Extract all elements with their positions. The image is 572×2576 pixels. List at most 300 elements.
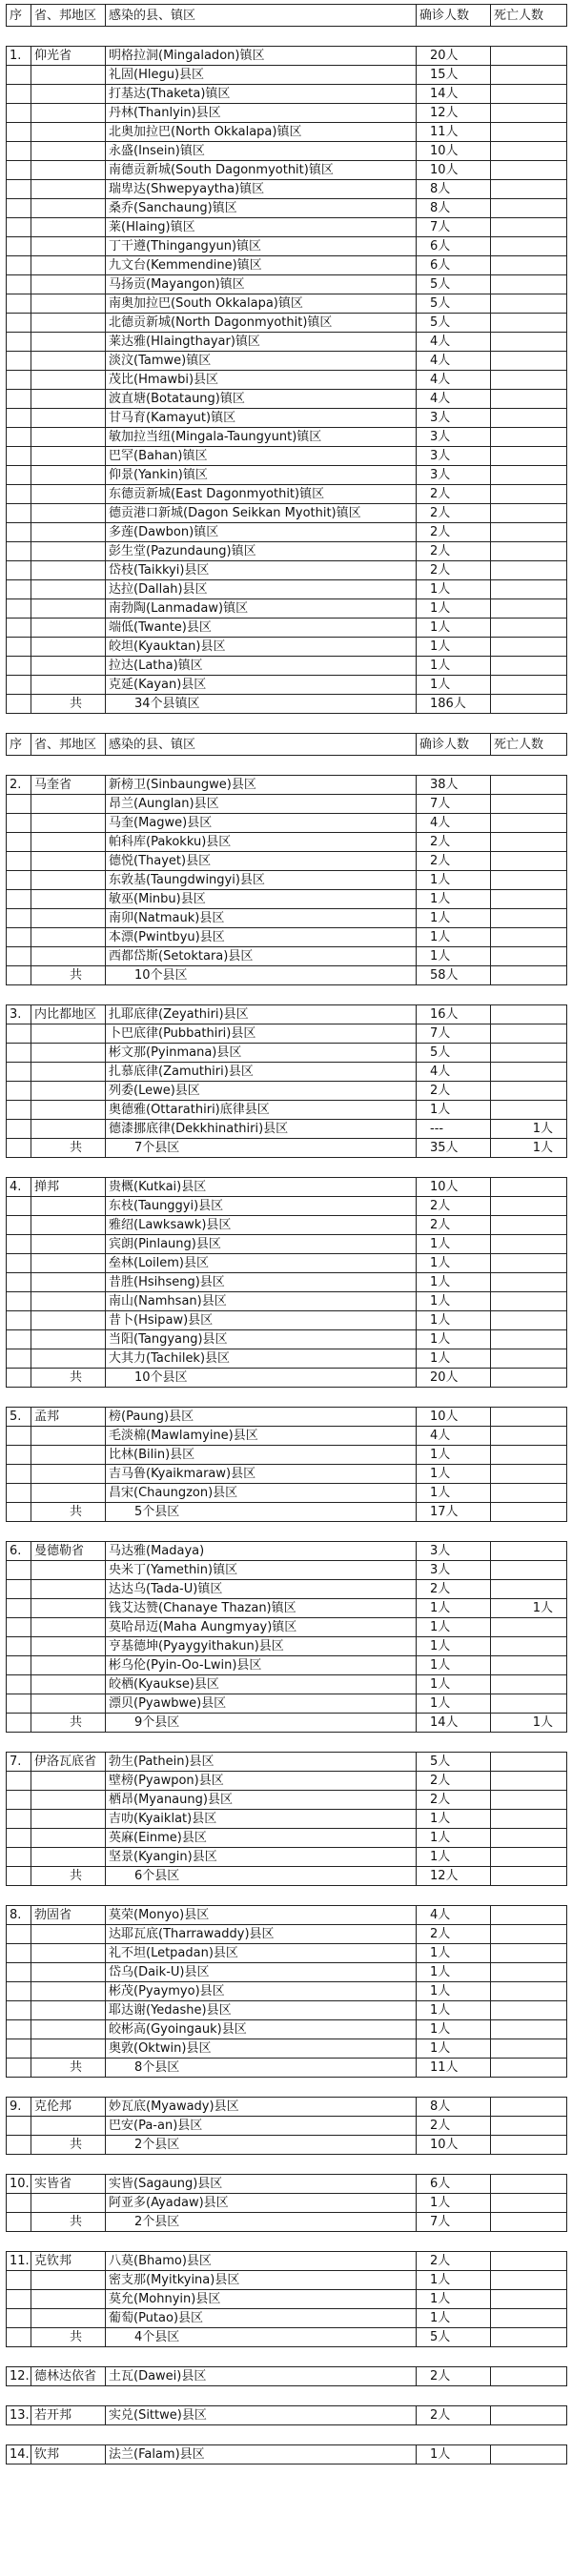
region-name [31,256,106,275]
death-count [491,1101,567,1120]
confirmed-count: 2人 [417,833,491,852]
township-name: 莱(Hlaing)镇区 [106,218,417,237]
table-row [7,1656,567,1675]
header-region: 省、邦地区 [31,734,106,756]
confirmed-count: 1人 [417,1618,491,1637]
section-spacer [7,985,567,1005]
township-name: 昌宋(Chaungzon)县区 [106,1484,417,1503]
township-name: 甘马育(Kamayut)镇区 [106,409,417,428]
section-index: 2. [7,776,31,795]
township-name: 达达乌(Tada-U)镇区 [106,1580,417,1599]
death-count [491,390,567,409]
region-name [31,1330,106,1349]
table-row [7,2252,567,2271]
death-count [491,1311,567,1330]
township-name: 克延(Kayan)县区 [106,676,417,695]
table-row [7,1120,567,1139]
section-spacer [7,2425,567,2445]
confirmed-count: 4人 [417,1427,491,1446]
confirmed-count: 2人 [417,485,491,504]
township-name: 漂贝(Pyawbwe)县区 [106,1694,417,1714]
confirmed-count: 5人 [417,294,491,314]
death-count [491,1618,567,1637]
total-confirmed: 7人 [417,2213,491,2232]
township-name: 奥敦(Oktwin)县区 [106,2039,417,2059]
confirmed-count: 4人 [417,352,491,371]
township-name: 实皆(Sagaung)县区 [106,2175,417,2194]
table-row [7,1675,567,1694]
confirmed-count: 5人 [417,314,491,333]
confirmed-count: 1人 [417,1465,491,1484]
table-row [7,504,567,523]
section-spacer [7,2386,567,2406]
region-name [31,1848,106,1867]
region-name [31,104,106,123]
table-row [7,1791,567,1810]
region-name [31,1446,106,1465]
section-index [7,371,31,390]
death-count [491,180,567,199]
confirmed-count: 2人 [417,1772,491,1791]
death-count [491,814,567,833]
table-row [7,2001,567,2020]
region-name [31,371,106,390]
death-count [491,1848,567,1867]
total-deaths: 1人 [491,1714,567,1733]
death-count [491,890,567,909]
death-count [491,657,567,676]
section-index [7,599,31,619]
township-name: 垒林(Loilem)县区 [106,1254,417,1273]
township-name: 钱艾达赞(Chanaye Thazan)镇区 [106,1599,417,1618]
covid-cases-table [6,4,567,2464]
section-index [7,676,31,695]
region-name [31,1273,106,1292]
confirmed-count: 1人 [417,1311,491,1330]
section-index: 3. [7,1005,31,1024]
region-name [31,123,106,142]
region-name [31,542,106,561]
township-name: 达耶瓦底(Tharrawaddy)县区 [106,1925,417,1944]
confirmed-count: 4人 [417,814,491,833]
confirmed-count: 1人 [417,2001,491,2020]
section-index [7,1427,31,1446]
section-spacer [7,2078,567,2098]
region-name [31,390,106,409]
total-label: 共 [31,2059,106,2078]
region-name [31,1311,106,1330]
table-row [7,1349,567,1369]
section-index [7,814,31,833]
death-count [491,1178,567,1197]
confirmed-count: 1人 [417,1254,491,1273]
region-name [31,1599,106,1618]
table-row [7,1848,567,1867]
township-name: 丹林(Thanlyin)县区 [106,104,417,123]
death-count [491,1484,567,1503]
section-index [7,1791,31,1810]
confirmed-count: 2人 [417,523,491,542]
confirmed-count: 1人 [417,890,491,909]
region-name [31,1465,106,1484]
region-name [31,275,106,294]
death-count [491,1772,567,1791]
death-count [491,161,567,180]
confirmed-count: 1人 [417,1982,491,2001]
table-row [7,66,567,85]
region-name [31,1235,106,1254]
section-index [7,504,31,523]
confirmed-count: 1人 [417,599,491,619]
region-name [31,619,106,638]
confirmed-count: 3人 [417,428,491,447]
death-count [491,1906,567,1925]
region-name: 孟邦 [31,1408,106,1427]
total-confirmed: 186人 [417,695,491,714]
death-count [491,256,567,275]
township-name: 扎耶底律(Zeyathiri)县区 [106,1005,417,1024]
township-name: 德悦(Thayet)县区 [106,852,417,871]
region-name [31,1580,106,1599]
table-row [7,1982,567,2001]
region-name [31,1254,106,1273]
table-row [7,1829,567,1848]
table-row [7,294,567,314]
section-spacer [7,2232,567,2252]
township-name: 吉叻(Kyaiklat)县区 [106,1810,417,1829]
section-index [7,1120,31,1139]
confirmed-count: 2人 [417,1580,491,1599]
region-name [31,871,106,890]
header-confirmed: 确诊人数 [417,734,491,756]
death-count [491,2098,567,2117]
township-name: 莫哈昂迈(Maha Aungmyay)镇区 [106,1618,417,1637]
total-township-count: 4个县区 [106,2328,417,2347]
region-name: 实皆省 [31,2175,106,2194]
township-name: 端低(Twante)县区 [106,619,417,638]
section-index [7,1982,31,2001]
total-township-count: 8个县区 [106,2059,417,2078]
total-confirmed: 17人 [417,1503,491,1522]
region-name [31,85,106,104]
table-row [7,890,567,909]
section-spacer [7,1522,567,1542]
township-name: 彭生堂(Pazundaung)镇区 [106,542,417,561]
death-count [491,1944,567,1963]
total-label: 共 [31,1714,106,1733]
section-index [7,1082,31,1101]
region-name [31,638,106,657]
total-row [7,2328,567,2347]
township-name: 昂兰(Aunglan)县区 [106,795,417,814]
township-name: 八莫(Bhamo)县区 [106,2252,417,2271]
death-count [491,85,567,104]
section-index [7,947,31,966]
township-name: 拉达(Latha)镇区 [106,657,417,676]
table-row [7,1484,567,1503]
section-index [7,256,31,275]
section-index [7,1925,31,1944]
section-index [7,2039,31,2059]
confirmed-count: 1人 [417,657,491,676]
death-count [491,676,567,695]
death-count [491,275,567,294]
confirmed-count: 14人 [417,85,491,104]
death-count [491,1349,567,1369]
table-row [7,1273,567,1292]
section-index [7,1349,31,1369]
death-count [491,66,567,85]
death-count [491,1427,567,1446]
section-index [7,180,31,199]
confirmed-count: 4人 [417,333,491,352]
region-name [31,333,106,352]
region-name [31,142,106,161]
region-name [31,814,106,833]
total-deaths [491,1369,567,1388]
table-row [7,833,567,852]
region-name: 伊洛瓦底省 [31,1753,106,1772]
section-index [7,1273,31,1292]
table-row [7,2117,567,2136]
confirmed-count: 10人 [417,1178,491,1197]
section-index [7,580,31,599]
table-row [7,561,567,580]
total-label: 共 [31,695,106,714]
total-label: 共 [31,2328,106,2347]
township-name: 大其力(Tachilek)县区 [106,1349,417,1369]
death-count [491,833,567,852]
region-name [31,1484,106,1503]
table-row [7,237,567,256]
township-name: 南奥加拉巴(South Okkalapa)镇区 [106,294,417,314]
section-index [7,2001,31,2020]
township-name: 岱乌(Daik-U)县区 [106,1963,417,1982]
section-index [7,333,31,352]
section-index [7,1656,31,1675]
region-name [31,1024,106,1044]
township-name: 昔卜(Hsipaw)县区 [106,1311,417,1330]
table-row [7,580,567,599]
table-row [7,390,567,409]
death-count [491,1810,567,1829]
section-index [7,795,31,814]
death-count [491,333,567,352]
section-index: 12. [7,2367,31,2386]
death-count [491,523,567,542]
section-index [7,1044,31,1063]
region-name [31,1810,106,1829]
section-spacer [7,2347,567,2367]
table-row [7,1906,567,1925]
table-row [7,1465,567,1484]
table-row [7,180,567,199]
death-count [491,947,567,966]
township-name: 巴罕(Bahan)镇区 [106,447,417,466]
section-index [7,1963,31,1982]
death-count [491,2290,567,2309]
total-row [7,1714,567,1733]
confirmed-count: 3人 [417,1561,491,1580]
township-name: 葡萄(Putao)县区 [106,2309,417,2328]
township-name: 马奎(Magwe)县区 [106,814,417,833]
region-name [31,676,106,695]
total-confirmed: 20人 [417,1369,491,1388]
header-index: 序 [7,5,31,27]
header-township: 感染的县、镇区 [106,5,417,27]
confirmed-count: 1人 [417,1599,491,1618]
death-count [491,1446,567,1465]
region-name [31,2039,106,2059]
confirmed-count: 1人 [417,871,491,890]
table-row [7,523,567,542]
section-index [7,1216,31,1235]
table-row [7,1178,567,1197]
township-name: 桑乔(Sanchaung)镇区 [106,199,417,218]
table-row [7,795,567,814]
township-name: 瑞卑达(Shwepyaytha)镇区 [106,180,417,199]
death-count [491,2252,567,2271]
table-row [7,85,567,104]
death-count [491,2194,567,2213]
township-name: 波直塘(Botataung)镇区 [106,390,417,409]
township-name: 奥德雅(Ottarathiri)底律县区 [106,1101,417,1120]
region-name: 马奎省 [31,776,106,795]
table-row [7,909,567,928]
township-name: 南山(Namhsan)县区 [106,1292,417,1311]
table-row [7,218,567,237]
township-name: 明格拉洞(Mingaladon)镇区 [106,47,417,66]
total-deaths [491,2059,567,2078]
region-name [31,1791,106,1810]
region-name [31,218,106,237]
death-count [491,909,567,928]
section-index [7,1772,31,1791]
table-row [7,852,567,871]
section-index [7,1063,31,1082]
death-count [491,561,567,580]
death-count [491,1982,567,2001]
death-count [491,2175,567,2194]
section-index: 11. [7,2252,31,2271]
region-name [31,237,106,256]
section-index [7,1848,31,1867]
table-row [7,1063,567,1082]
township-name: 西都岱斯(Setoktara)县区 [106,947,417,966]
township-name: 东敦基(Taungdwingyi)县区 [106,871,417,890]
table-row [7,871,567,890]
township-name: 九文台(Kemmendine)镇区 [106,256,417,275]
table-row [7,657,567,676]
table-row [7,1024,567,1044]
confirmed-count: 5人 [417,1753,491,1772]
section-index [7,2290,31,2309]
table-row [7,638,567,657]
total-confirmed: 12人 [417,1867,491,1886]
region-name [31,523,106,542]
section-index [7,1254,31,1273]
section-index [7,2309,31,2328]
region-name [31,599,106,619]
death-count [491,1465,567,1484]
section-index [7,294,31,314]
total-township-count: 34个县镇区 [106,695,417,714]
death-count [491,371,567,390]
death-count [491,1005,567,1024]
township-name: 茂比(Hmawbi)县区 [106,371,417,390]
table-row [7,1963,567,1982]
township-name: 马达雅(Madaya) [106,1542,417,1561]
total-confirmed: 5人 [417,2328,491,2347]
section-index [7,485,31,504]
table-row [7,199,567,218]
region-name [31,2117,106,2136]
total-confirmed: 58人 [417,966,491,985]
confirmed-count: 10人 [417,142,491,161]
death-count [491,2020,567,2039]
table-row [7,1101,567,1120]
region-name [31,2271,106,2290]
death-count [491,294,567,314]
table-row [7,2175,567,2194]
table-row [7,447,567,466]
section-index: 1. [7,47,31,66]
section-index [7,314,31,333]
confirmed-count: 1人 [417,2309,491,2328]
confirmed-count: 1人 [417,1848,491,1867]
death-count [491,1753,567,1772]
death-count [491,1791,567,1810]
confirmed-count: 2人 [417,1082,491,1101]
region-name [31,466,106,485]
section-index [7,447,31,466]
confirmed-count: 2人 [417,1791,491,1810]
region-name [31,2001,106,2020]
total-confirmed: 10人 [417,2136,491,2155]
section-index [7,1829,31,1848]
region-name [31,947,106,966]
confirmed-count: 1人 [417,1446,491,1465]
death-count [491,1235,567,1254]
region-name: 钦邦 [31,2445,106,2464]
section-spacer [7,1733,567,1753]
township-name: 南勃陶(Lanmadaw)镇区 [106,599,417,619]
township-name: 北德贡新城(North Dagonmyothit)镇区 [106,314,417,333]
death-count [491,466,567,485]
death-count [491,1082,567,1101]
death-count [491,1694,567,1714]
township-name: 多莲(Dawbon)镇区 [106,523,417,542]
table-row [7,1082,567,1101]
section-spacer [7,1886,567,1906]
region-name [31,294,106,314]
township-name: 法兰(Falam)县区 [106,2445,417,2464]
death-count [491,199,567,218]
death-count [491,1408,567,1427]
section-index [7,2020,31,2039]
table-row [7,428,567,447]
header-confirmed: 确诊人数 [417,5,491,27]
township-name: 宾朗(Pinlaung)县区 [106,1235,417,1254]
table-row [7,1216,567,1235]
region-name [31,852,106,871]
section-index [7,561,31,580]
total-deaths [491,2328,567,2347]
township-name: 莫允(Mohnyin)县区 [106,2290,417,2309]
confirmed-count: 15人 [417,66,491,85]
death-count [491,237,567,256]
header-row [7,734,567,756]
